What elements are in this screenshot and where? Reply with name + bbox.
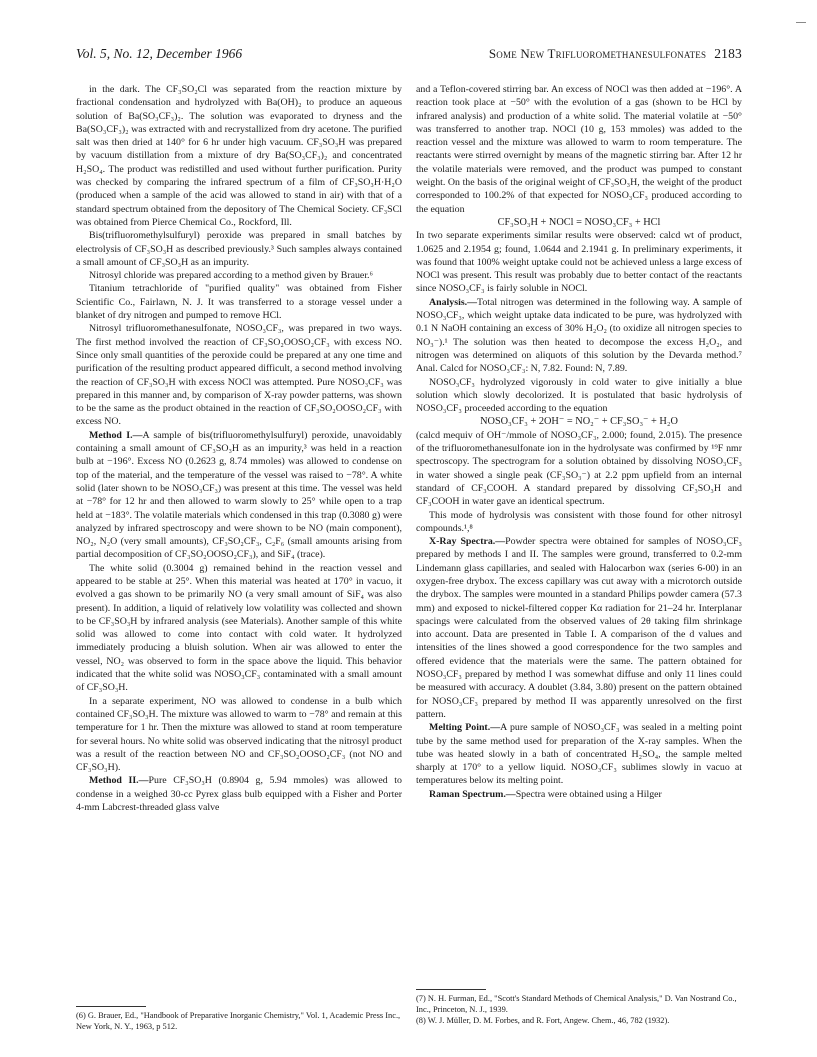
paragraph: Nitrosyl trifluoromethanesulfonate, NOSO₃CF₃, was prepared in two ways. The first method involved the reaction of CF₃SO₂OOSO₂CF₃ with excess NO. Since only small quantities of the peroxide could be prepared at any one time and purification of the resulting product appeared difficult, a second method involving the reaction of CF₃SO₃H with excess NOCl was attempted. Pure NOSO₃CF₃ was prepared in this manner and, by comparison of X-ray powder patterns, was shown to be the same as the product obtained in the reaction of CF₃SO₂OOSO₂CF₃ with excess NO. <box>76 323 402 428</box>
paragraph <box>416 509 742 536</box>
running-header <box>76 46 742 66</box>
paragraph-text: A pure sample of NOSO₃CF₃ was sealed in a melting point tube by the same method used for preparation of the X-ray samples. When the tube was heated slowly in a bath of concentrated H₂SO₄, the sample melted sharply at 170° to a yellow liquid. NOSO₃CF₃ sublimes slowly in vacuo at temperatures below its melting point. <box>416 722 743 787</box>
paragraph-text: Pure CF₃SO₃H (0.8904 g, 5.94 mmoles) was allowed to condense in a weighed 30-cc Pyrex glass bulb equipped with a Fisher and Porter 4-mm Labcrest-threaded glass valve <box>76 775 402 814</box>
footnote-rule <box>416 989 486 990</box>
page-edge-mark <box>796 22 806 23</box>
paragraph <box>416 296 742 376</box>
paragraph <box>416 429 742 509</box>
paragraph: in the dark. The CF₃SO₂Cl was separated from the reaction mixture by fractional condensation and hydrolyzed with Ba(OH)₂ to produce an aqueous solution of Ba(SO₃CF₃)₂. The solution was evaporated to dryness and the Ba(SO₃CF₃)₂ was extracted with and recrystallized from dry acetone. The purified salt was then dried at 140° for 6 hr under high vacuum. CF₃SO₃H was prepared by vacuum distillation from a mixture of dry Ba(SO₃CF₃)₂ and concentrated H₂SO₄. The product was redistilled and used without further purification. Purity was checked by comparing the infrared spectrum of a film of CF₃SO₃H·H₂O (produced when a sample of the acid was allowed to stand in air) with that of a standard spectrum obtained from the depository of The Chemical Society. CF₃SCl was obtained from Pierce Chemical Co., Rockford, Ill. <box>76 84 402 228</box>
paragraph-text: Powder spectra were obtained for samples of NOSO₃CF₃ prepared by methods I and II. The samples were ground, transferred to 0.2-mm Lindemann glass capillaries, and sealed with Halocarbon wax (series 6-00) in an oxygen-free drybox. The excess capillary was cut away with a microtorch outside the drybox. The samples were mounted in a standard Philips powder camera (57.3 mm) and exposed to nickel-filtered copper Kα radiation for 21–24 hr. Interplanar spacings were calculated from the observed values of 2θ taking film shrinkage into account. Data are presented in Table I. A comparison of the d values and intensities of the lines showed a good correspondence for the two samples and offered evidence that the materials were the same. The pattern obtained for NOSO₃CF₃ prepared by method I was somewhat diffuse and only 11 lines could be measured with accuracy. A doublet (3.84, 3.80) present on the pattern obtained for NOSO₃CF₃ prepared by method II was apparently unresolved on the first pattern. <box>416 536 742 720</box>
paragraph: In a separate experiment, NO was allowed to condense in a bulb which contained CF₃SO₃H. The mixture was allowed to warm to −78° and remain at this temperature for 1 hr. Then the mixture was allowed to stand at room temperature for several hours. No white solid was observed indicating that the nitrosyl product was a result of the reaction between NO and CF₃SO₂OOSO₂CF₃ (not NO and CF₃SO₃H). <box>76 695 402 774</box>
footnotes-left <box>76 1006 402 1033</box>
footnote: (8) W. J. Müller, D. M. Forbes, and R. Fort, Angew. Chem., 46, 782 (1932). <box>416 1015 670 1025</box>
footnotes-right <box>416 989 742 1026</box>
footnote: (6) G. Brauer, Ed., "Handbook of Preparative Inorganic Chemistry," Vol. 1, Academic Press Inc., New York, N. Y., 1963, p 512. <box>76 1011 401 1031</box>
paragraph-text: Total nitrogen was determined in the following way. A sample of NOSO₃CF₃, which weight uptake data indicated to be pure, was hydrolyzed with 0.1 N NaOH containing an excess of 30% H₂O₂ (to oxidize all nitrogen species to NO₃⁻).¹ The solution was then heated to decompose the excess H₂O₂, and nitrogen was determined on aliquots of this solution by the Devarda method.⁷ Anal. Calcd for NOSO₃CF₃: N, 7.82. Found: N, 7.89. <box>416 296 742 375</box>
paragraph-text: This mode of hydrolysis was consistent with those found for other nitrosyl compounds.¹,⁸ <box>416 509 742 534</box>
footnote-rule <box>76 1006 146 1007</box>
right-column <box>416 83 742 801</box>
equation-hydrolysis: NOSO₃CF₃ + 2OH⁻ = NO₂⁻ + CF₃SO₃⁻ + H₂O <box>480 416 678 428</box>
section-heading: Melting Point.— <box>429 722 501 734</box>
page-number: 2183 <box>714 46 742 61</box>
running-title: Some New Trifluoromethanesulfonates <box>488 46 707 61</box>
paragraph: Bis(trifluoromethylsulfuryl) peroxide was prepared in small batches by electrolysis of CF₃SO₃H as described previously.³ Such samples always contained a small amount of CF₃SO₃H as an impurity. <box>76 230 402 268</box>
section-heading: X-Ray Spectra.— <box>429 536 506 548</box>
running-title-group <box>489 46 742 62</box>
section-heading: Method I.— <box>89 429 143 441</box>
paragraph <box>416 376 742 416</box>
paragraph-text: In two separate experiments similar results were observed: calcd wt of product, 1.0625 and 2.1954 g; found, 1.0644 and 2.1941 g. In preliminary experiments, it was found that 100% weight uptake could not be achieved unless a large excess of NOCl was present. This result was probably due to better contact of the reactants since NOSO₃CF₃ is fairly soluble in NOCl. <box>416 230 742 295</box>
paragraph-text: A sample of bis(trifluoromethylsulfuryl) peroxide, unavoidably containing a small amount of CF₃SO₃H as an impurity,³ was held in a reaction bulb at −196°. Excess NO (0.2623 g, 8.74 mmoles) was allowed to condense on top of the material, and the temperature of the vessel was raised to −78°. A white solid (later shown to be NOSO₃CF₃) was present at this time. The vessel was held at −78° for 12 hr and then allowed to warm slowly to 25° while open to a trap held at −183°. The volatile materials which condensed in this trap (0.3080 g) were analyzed by infrared spectroscopy and were shown to be NO (main component), NO₂, N₂O (very small amounts), CF₃SO₂CF₃, C₂F₆ (small amounts arising from partial decomposition of CF₃SO₂OOSO₂CF₃), and SiF₄ (trace). <box>76 429 402 561</box>
left-column <box>76 83 402 814</box>
paragraph <box>416 788 742 801</box>
journal-issue: Vol. 5, No. 12, December 1966 <box>76 46 243 61</box>
right-column-section <box>416 229 742 415</box>
right-column-section <box>416 429 742 801</box>
equation-nocl: CF₃SO₃H + NOCl = NOSO₃CF₃ + HCl <box>497 216 661 228</box>
paragraph: and a Teflon-covered stirring bar. An excess of NOCl was then added at −196°. A reaction took place at −50° with the evolution of a gas (shown to be HCl by infrared analysis) and production of a white solid. The material volatile at −50° was transferred to another trap. NOCl (10 g, 153 mmoles) was added to the reaction vessel and the mixture was allowed to warm to room temperature. The reactants were stirred overnight by means of the magnetic stirring bar. After 12 hr the volatile materials were removed, and the product was pumped to constant weight. On the basis of the original weight of CF₃SO₃H, the weight of the product corresponded to 100.2% of that expected for NOSO₃CF₃ produced according to the equation <box>416 84 742 215</box>
paragraph-text: NOSO₃CF₃ hydrolyzed vigorously in cold water to give initially a blue solution which slowly decolorized. It is postulated that basic hydrolysis of NOSO₃CF₃ proceeded according to the equation <box>416 376 742 415</box>
paragraph <box>416 229 742 295</box>
paragraph-text: Spectra were obtained using a Hilger <box>515 788 662 800</box>
paragraph: Nitrosyl chloride was prepared according to a method given by Brauer.⁶ <box>89 270 373 282</box>
paragraph <box>76 429 402 562</box>
paragraph: The white solid (0.3004 g) remained behind in the reaction vessel and appeared to be stable at 25°. When this material was heated at 170° in vacuo, it evolved a gas shown to be primarily NO (a very small amount of SiF₄ was also present). In addition, a liquid of relatively low volatility was collected and shown to be CF₃SO₃H by infrared analysis (see Materials). Another sample of this white solid was allowed to come into contact with cold water. It hydrolyzed immediately producing a bluish solution. When air was allowed to enter the vessel, NO₂ was observed to form in the space above the liquid. This behavior indicated that the white solid was NOSO₃CF₃ contaminated with a small amount of CF₃SO₃H. <box>76 562 402 694</box>
paragraph: Titanium tetrachloride of "purified quality" was obtained from Fisher Scientific Co., Fairlawn, N. J. It was transferred to a storage vessel under a blanket of dry nitrogen and pumped to remove HCl. <box>76 283 402 322</box>
section-heading: Raman Spectrum.— <box>429 788 516 800</box>
paragraph-text: (calcd mequiv of OH⁻/mmole of NOSO₃CF₃, 2.000; found, 2.015). The presence of the trifluoromethanesulfonate ion in the hydrolysate was confirmed by ¹⁹F nmr spectroscopy. The spectrogram for a solution obtained by dissolving NOSO₃CF₃ in water showed a single peak (CF₃SO₃⁻) at 2.2 ppm upfield from an internal standard of CF₃COOH. A standard prepared by dissolving CF₃SO₃H and CF₃COOH in water gave an identical spectrum. <box>416 429 742 508</box>
paragraph <box>416 535 742 721</box>
section-heading: Method II.— <box>89 775 149 787</box>
paragraph <box>416 721 742 787</box>
section-heading: Analysis.— <box>429 296 478 308</box>
paragraph <box>76 774 402 814</box>
footnote: (7) N. H. Furman, Ed., "Scott's Standard Methods of Chemical Analysis," D. Van Nostrand Co., Inc., Princeton, N. J., 1939. <box>416 994 737 1014</box>
